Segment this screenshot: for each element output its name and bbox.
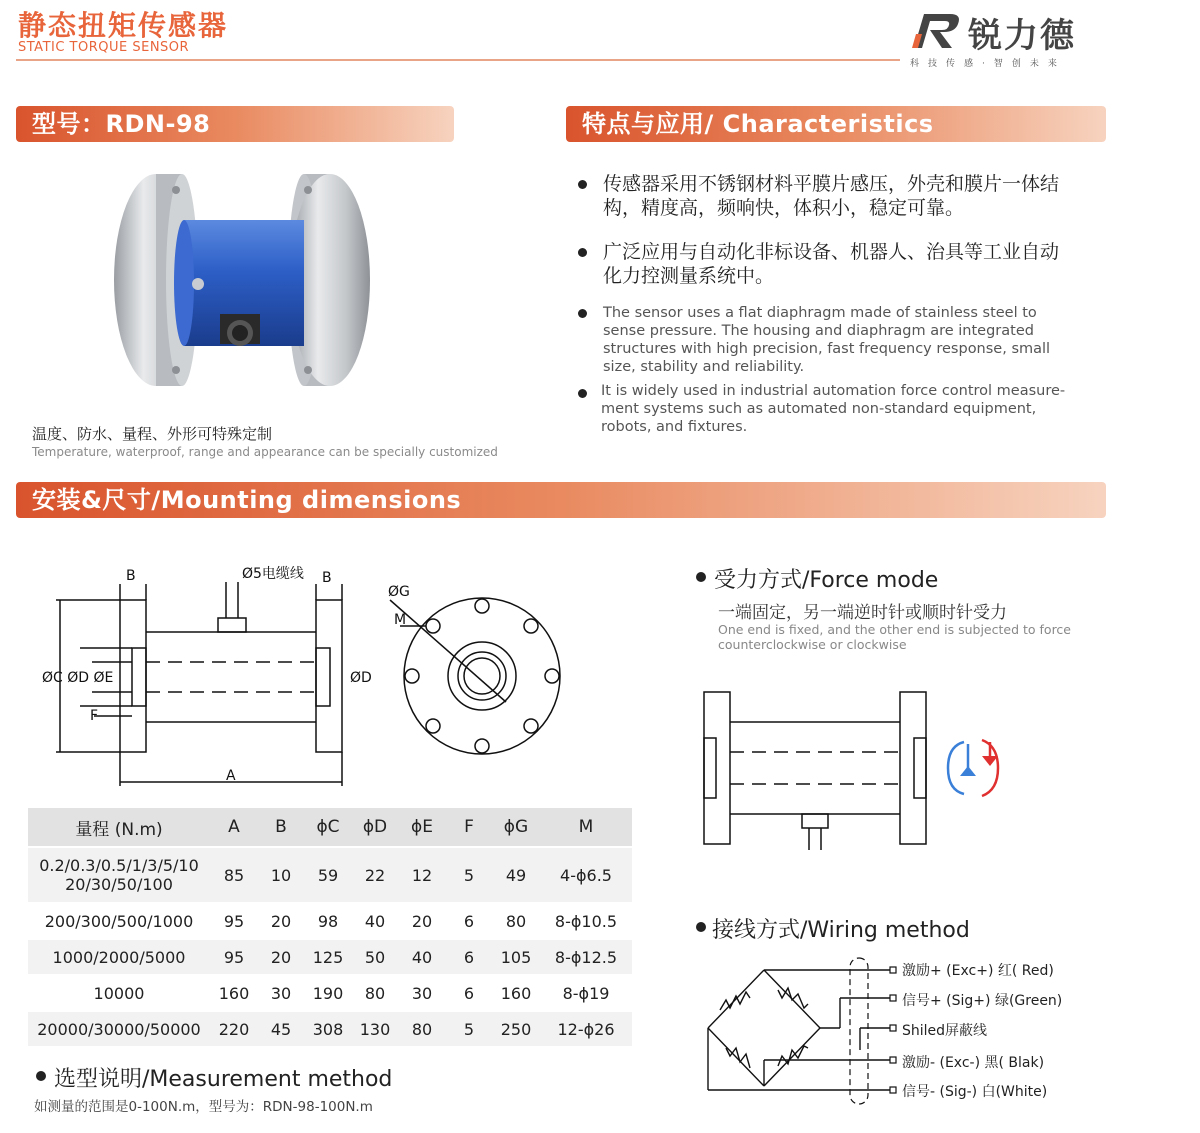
table-row (28, 903, 632, 939)
bullet-icon (696, 922, 706, 932)
customization-note-cn: 温度、防水、量程、外形可特殊定制 (32, 425, 273, 443)
table-header-row (28, 808, 632, 847)
wire-label-exc-plus: 激励+ (Exc+) 红( Red) (902, 963, 1054, 979)
table-cell-range: 200/300/500/1000 (28, 903, 210, 939)
characteristic-en-2: It is widely used in industrial automation force control measure-ment systems such as automated non-standard equipment, robots, and fixtures. (601, 383, 1066, 435)
table-cell: 40 (398, 939, 446, 975)
wiring-diagram (700, 950, 910, 1110)
characteristic-cn-1: 传感器采用不锈钢材料平膜片感压，外壳和膜片一体结构，精度高，频响快，体积小，稳定可靠。 (603, 173, 1060, 219)
table-cell: 12 (398, 847, 446, 903)
force-mode-en: One end is fixed, and the other end is subjected to force counterclockwise or clockwise (718, 622, 1071, 652)
wiring-title: 接线方式/Wiring method (712, 918, 970, 943)
measurement-title: 选型说明/Measurement method (54, 1067, 393, 1092)
force-mode-cn: 一端固定，另一端逆时针或顺时针受力 (718, 603, 1007, 623)
table-cell: 40 (352, 903, 398, 939)
table-header-c: ϕC (304, 808, 352, 847)
table-cell: 130 (352, 1011, 398, 1047)
table-header-d: ϕD (352, 808, 398, 847)
table-cell: 50 (352, 939, 398, 975)
force-mode-title: 受力方式/Force mode (714, 568, 939, 593)
table-cell: 95 (210, 939, 258, 975)
customization-note-en: Temperature, waterproof, range and appearance can be specially customized (32, 445, 498, 459)
table-cell: 80 (492, 903, 540, 939)
bullet-icon (578, 309, 587, 318)
table-cell: 80 (398, 1011, 446, 1047)
table-cell: 5 (446, 847, 492, 903)
table-cell: 8-ϕ19 (540, 975, 632, 1011)
product-photo (108, 168, 374, 396)
table-cell: 4-ϕ6.5 (540, 847, 632, 903)
table-header-a: A (210, 808, 258, 847)
model-banner: 型号：RDN-98 (16, 106, 454, 142)
table-cell: 8-ϕ10.5 (540, 903, 632, 939)
table-header-range: 量程 (N.m) (28, 808, 210, 847)
table-cell: 80 (352, 975, 398, 1011)
table-cell: 6 (446, 903, 492, 939)
spec-table (28, 808, 632, 1048)
dim-label-cde: ØC ØD ØE (42, 670, 114, 686)
dim-label-b-right: B (322, 570, 332, 586)
table-row (28, 1011, 632, 1047)
brand-logo-icon (910, 12, 964, 50)
characteristics-banner: 特点与应用/ Characteristics (566, 106, 1106, 142)
table-cell: 85 (210, 847, 258, 903)
dim-label-g: ØG (388, 584, 410, 600)
table-cell: 49 (492, 847, 540, 903)
wire-label-exc-minus: 激励- (Exc-) 黑( Blak) (902, 1055, 1045, 1071)
table-header-b: B (258, 808, 304, 847)
dim-label-a: A (226, 768, 236, 784)
dim-label-f: F (90, 708, 99, 724)
table-cell: 160 (210, 975, 258, 1011)
table-cell-range: 10000 (28, 975, 210, 1011)
measurement-text: 如测量的范围是0-100N.m，型号为：RDN-98-100N.m (34, 1099, 373, 1115)
range-line-2: 20/30/50/100 (65, 875, 173, 894)
header-divider (16, 59, 900, 61)
page-title-en: STATIC TORQUE SENSOR (18, 40, 190, 55)
table-cell: 6 (446, 939, 492, 975)
table-header-g: ϕG (492, 808, 540, 847)
dim-label-cable: Ø5电缆线 (242, 566, 304, 582)
table-header-m: M (540, 808, 632, 847)
table-row (28, 847, 632, 903)
table-header-e: ϕE (398, 808, 446, 847)
table-cell: 20 (398, 903, 446, 939)
table-cell: 10 (258, 847, 304, 903)
brand-slogan: 科技传感·智创未来 (910, 59, 1066, 69)
characteristic-en-1: The sensor uses a flat diaphragm made of stainless steel to sense pressure. The housing and diaphragm are integrated structures with high precision, fast frequency response, small size, stability and reliability. (603, 305, 1051, 375)
table-cell: 6 (446, 975, 492, 1011)
table-cell-range (28, 847, 210, 903)
wire-label-sig-minus: 信号- (Sig-) 白(White) (902, 1084, 1048, 1100)
bullet-icon (36, 1071, 46, 1081)
table-row (28, 939, 632, 975)
table-cell: 95 (210, 903, 258, 939)
table-cell: 160 (492, 975, 540, 1011)
bullet-icon (578, 248, 587, 257)
front-view-drawing (386, 576, 566, 766)
table-cell: 12-ϕ26 (540, 1011, 632, 1047)
bullet-icon (696, 572, 706, 582)
table-cell: 22 (352, 847, 398, 903)
table-cell: 59 (304, 847, 352, 903)
side-view-drawing (36, 560, 376, 790)
table-cell: 250 (492, 1011, 540, 1047)
bullet-icon (578, 180, 587, 189)
table-cell: 190 (304, 975, 352, 1011)
dim-label-d-right: ØD (350, 670, 372, 686)
table-cell: 8-ϕ12.5 (540, 939, 632, 975)
table-header-f: F (446, 808, 492, 847)
table-cell: 220 (210, 1011, 258, 1047)
table-cell: 5 (446, 1011, 492, 1047)
table-cell: 105 (492, 939, 540, 975)
table-cell: 20 (258, 939, 304, 975)
table-row (28, 975, 632, 1011)
wire-label-shield: Shiled屏蔽线 (902, 1023, 988, 1039)
ccw-arrow-icon (948, 742, 964, 794)
brand-name: 锐力德 (968, 16, 1076, 56)
range-line-1: 0.2/0.3/0.5/1/3/5/10 (39, 856, 199, 875)
table-cell-range: 1000/2000/5000 (28, 939, 210, 975)
force-mode-drawing (696, 684, 1016, 854)
bullet-icon (578, 389, 587, 398)
table-cell: 45 (258, 1011, 304, 1047)
table-cell: 30 (258, 975, 304, 1011)
characteristic-cn-2: 广泛应用与自动化非标设备、机器人、治具等工业自动化力控测量系统中。 (603, 241, 1060, 287)
mounting-banner: 安装&尺寸/Mounting dimensions (16, 482, 1106, 518)
table-cell: 98 (304, 903, 352, 939)
table-cell: 308 (304, 1011, 352, 1047)
table-cell-range: 20000/30000/50000 (28, 1011, 210, 1047)
page-title-cn: 静态扭矩传感器 (18, 9, 229, 42)
dim-label-m: M (394, 612, 407, 628)
wire-label-sig-plus: 信号+ (Sig+) 绿(Green) (902, 993, 1063, 1009)
dim-label-b-left: B (126, 568, 136, 584)
table-cell: 30 (398, 975, 446, 1011)
table-cell: 125 (304, 939, 352, 975)
table-cell: 20 (258, 903, 304, 939)
